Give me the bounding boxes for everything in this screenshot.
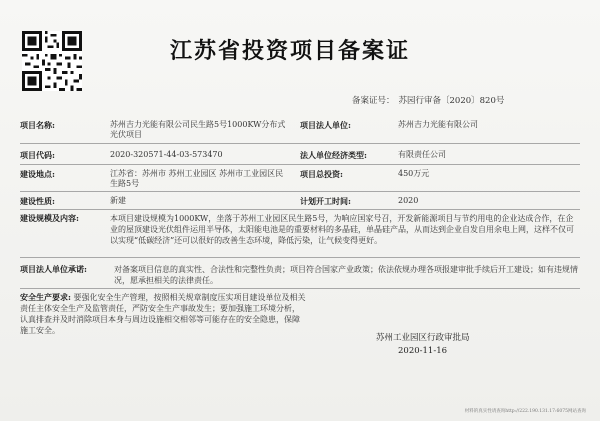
project-name-label: 项目名称:: [20, 120, 55, 130]
divider: [20, 288, 580, 289]
document-title: 江苏省投资项目备案证: [169, 38, 410, 64]
verification-footer: 材料的真实性请查询http://222.190.131.17:6075网站查询: [464, 409, 586, 414]
divider: [20, 143, 580, 144]
divider: [20, 209, 580, 210]
safety-requirements: [20, 292, 306, 336]
scale-value: 本项目建设规模为1000KW，坐落于苏州工业园区民生路5号，为响应国家号召，开发新能源项目与节约用电的企业达成合作，在企业的屋顶建设光伏组件运用半导体，太阳能电池是的重要材料的多晶硅，单晶硅产品，从而达到企业自发自用余电上网，这样不仅可以实现“低碳经济”还可以很好的改善生态环境，降低污染，让气候变得更好。: [110, 214, 574, 245]
location-label: 建设地点:: [20, 169, 55, 179]
project-name-value: 苏州吉力光能有限公司民生路5号1000KW分布式光伏项目: [110, 120, 286, 139]
start-year-label: 计划开工时间:: [300, 196, 351, 206]
safety-value: 要强化安全生产管理，按照相关规章制度压实项目建设单位及相关责任主体安全生产及监管责任，严防安全生产事故发生；要加强施工环境分析，认真排查并及时消除项目本身与周边设施相交相邻等可能存在的安全隐患，保障施工安全。: [20, 293, 306, 335]
issue-date: 2020-11-16: [398, 346, 448, 356]
nature-value: 新建: [110, 196, 126, 205]
location-value: 江苏省：苏州市 苏州工业园区 苏州市工业园区民生路5号: [110, 169, 284, 188]
legal-unit-label: 项目法人单位:: [300, 120, 351, 130]
commitment-label: 项目法人单位承诺:: [20, 264, 87, 274]
econ-type-label: 法人单位经济类型:: [300, 150, 367, 160]
qr-code[interactable]: [22, 31, 82, 91]
start-year-value: 2020: [398, 196, 419, 205]
record-number: [352, 94, 504, 106]
record-number-value: 苏园行审备〔2020〕820号: [398, 96, 505, 106]
econ-type-value: 有限责任公司: [398, 150, 446, 159]
divider: [20, 164, 580, 165]
legal-unit-value: 苏州吉力光能有限公司: [398, 120, 478, 129]
record-number-label: 备案证号：: [352, 96, 395, 106]
investment-label: 项目总投资:: [300, 169, 343, 179]
investment-value: 450万元: [398, 169, 430, 178]
issuer-organization: 苏州工业园区行政审批局: [376, 333, 470, 343]
divider: [20, 257, 580, 258]
scale-label: 建设规模及内容:: [20, 213, 79, 223]
project-code-label: 项目代码:: [20, 150, 55, 160]
nature-label: 建设性质:: [20, 196, 55, 206]
commitment-value: 对备案项目信息的真实性、合法性和完整性负责；项目符合国家产业政策；依法依规办理各项报建审批手续后开工建设；如有违规情况，愿承担相关的法律责任。: [114, 265, 578, 285]
divider: [20, 191, 580, 192]
safety-label: 安全生产要求:: [20, 292, 71, 302]
project-code-value: 2020-320571-44-03-573470: [110, 150, 223, 159]
